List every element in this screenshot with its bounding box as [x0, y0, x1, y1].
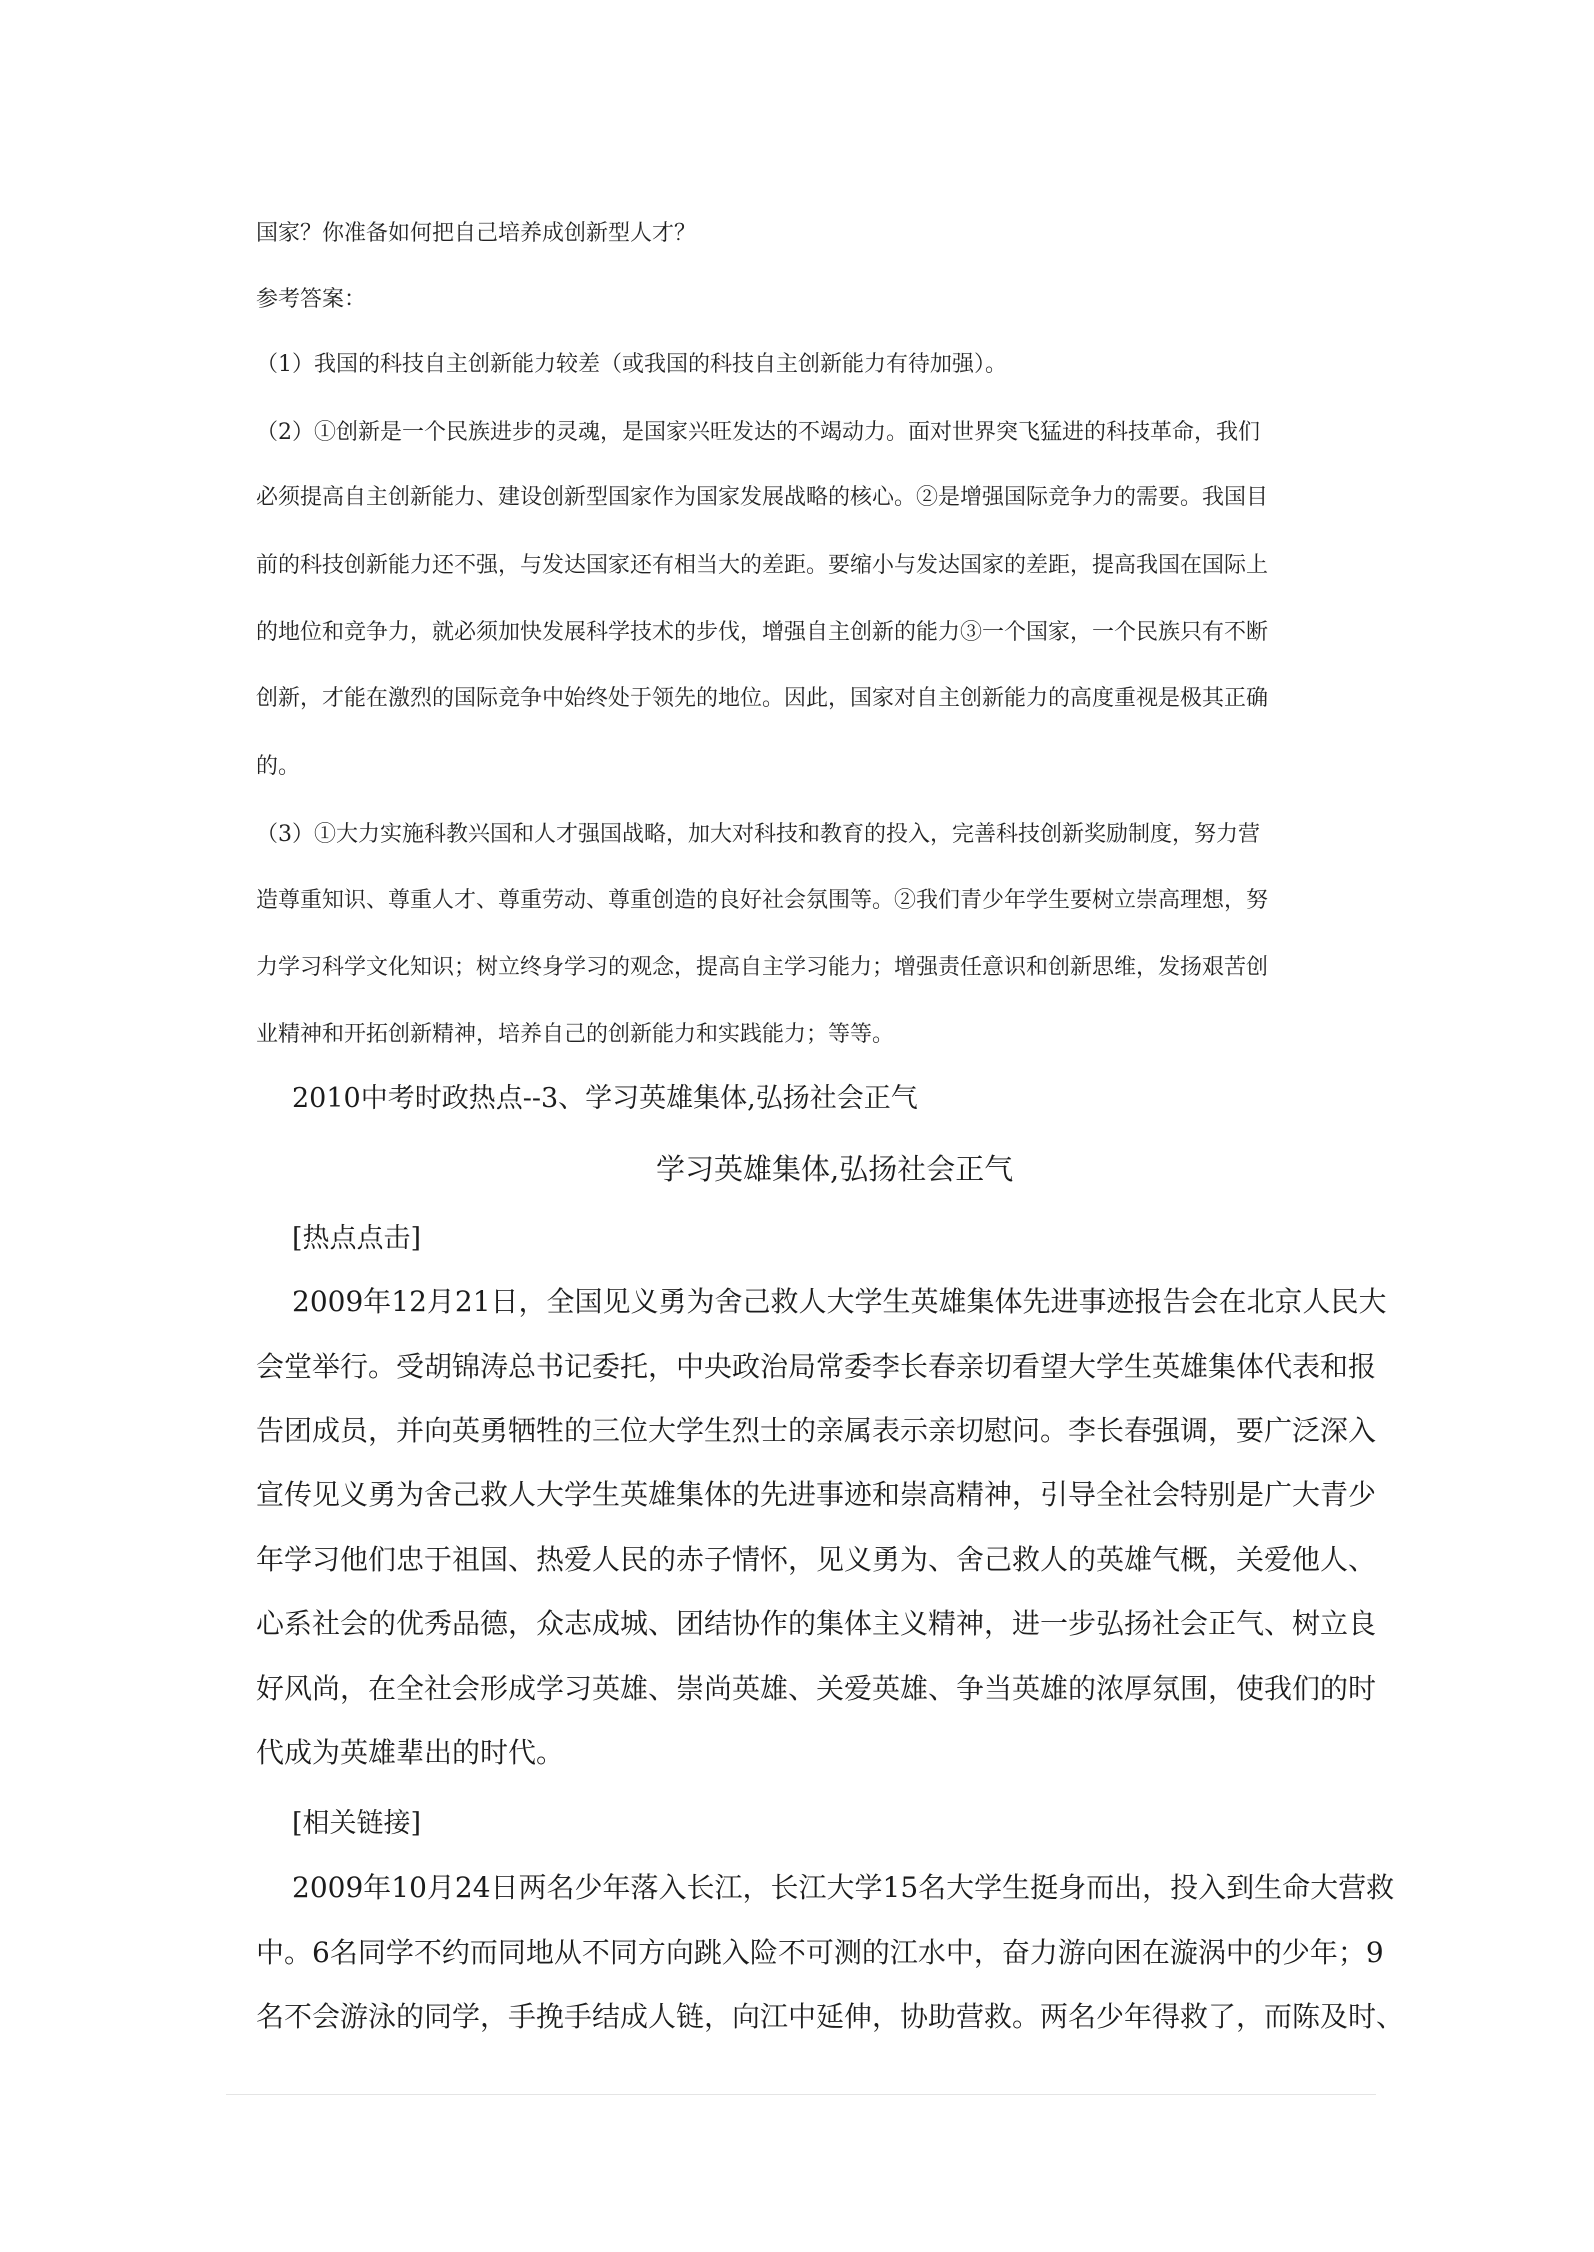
answer-3-line: 业精神和开拓创新精神，培养自己的创新能力和实践能力；等等。 — [256, 1022, 895, 1047]
hotspot-line: 会堂举行。受胡锦涛总书记委托，中央政治局常委李长春亲切看望大学生英雄集体代表和报 — [256, 1350, 1377, 1383]
answer-2-line: 创新，才能在激烈的国际竞争中始终处于领先的地位。因此，国家对自主创新能力的高度重视是极其正确 — [256, 686, 1269, 711]
answer-3-line: （3）①大力实施科教兴国和人才强国战略，加大对科技和教育的投入，完善科技创新奖励制度，努力营 — [256, 822, 1261, 847]
related-label: [相关链接] — [292, 1808, 422, 1839]
answer-3-line: 力学习科学文化知识；树立终身学习的观念，提高自主学习能力；增强责任意识和创新思维，发扬艰苦创 — [256, 955, 1269, 980]
answer-2-line: 的。 — [256, 754, 301, 779]
question-tail: 国家？你准备如何把自己培养成创新型人才？ — [256, 221, 697, 246]
related-line: 中。6名同学不约而同地从不同方向跳入险不可测的江水中，奋力游向困在漩涡中的少年；9 — [256, 1936, 1384, 1969]
answer-label: 参考答案： — [256, 287, 367, 312]
hotspot-line: 宣传见义勇为舍己救人大学生英雄集体的先进事迹和崇高精神，引导全社会特别是广大青少 — [256, 1478, 1377, 1511]
answer-3-line: 造尊重知识、尊重人才、尊重劳动、尊重创造的良好社会氛围等。②我们青少年学生要树立崇高理想，努 — [256, 888, 1269, 913]
hotspot-line: 代成为英雄辈出的时代。 — [256, 1736, 565, 1769]
hotspot-line: 告团成员，并向英勇牺牲的三位大学生烈士的亲属表示亲切慰问。李长春强调，要广泛深入 — [256, 1414, 1377, 1447]
answer-1-line: （1）我国的科技自主创新能力较差（或我国的科技自主创新能力有待加强）。 — [256, 352, 1007, 377]
answer-2-line: 的地位和竞争力，就必须加快发展科学技术的步伐，增强自主创新的能力③一个国家，一个民族只有不断 — [256, 620, 1269, 645]
hotspot-line: 年学习他们忠于祖国、热爱人民的赤子情怀，见义勇为、舍己救人的英雄气概，关爱他人、 — [256, 1543, 1377, 1576]
hotspot-line: 好风尚，在全社会形成学习英雄、崇尚英雄、关爱英雄、争当英雄的浓厚氛围，使我们的时 — [256, 1672, 1377, 1705]
answer-2-line: 前的科技创新能力还不强，与发达国家还有相当大的差距。要缩小与发达国家的差距，提高我国在国际上 — [256, 553, 1269, 578]
answer-2-line: 必须提高自主创新能力、建设创新型国家作为国家发展战略的核心。②是增强国际竞争力的需要。我国目 — [256, 485, 1269, 510]
section-heading: 2010中考时政热点--3、学习英雄集体,弘扬社会正气 — [292, 1083, 918, 1114]
hotspot-label: [热点点击] — [292, 1223, 422, 1254]
hotspot-line: 2009年12月21日，全国见义勇为舍己救人大学生英雄集体先进事迹报告会在北京人民大 — [292, 1285, 1387, 1318]
hotspot-line: 心系社会的优秀品德，众志成城、团结协作的集体主义精神，进一步弘扬社会正气、树立良 — [256, 1607, 1377, 1640]
answer-2-line: （2）①创新是一个民族进步的灵魂，是国家兴旺发达的不竭动力。面对世界突飞猛进的科技革命，我们 — [256, 420, 1261, 445]
section-title: 学习英雄集体,弘扬社会正气 — [656, 1152, 1014, 1186]
page-bottom-rule — [226, 2094, 1376, 2095]
related-line: 名不会游泳的同学，手挽手结成人链，向江中延伸，协助营救。两名少年得救了，而陈及时、 — [256, 2000, 1405, 2033]
related-line: 2009年10月24日两名少年落入长江，长江大学15名大学生挺身而出，投入到生命大营救 — [292, 1871, 1395, 1904]
